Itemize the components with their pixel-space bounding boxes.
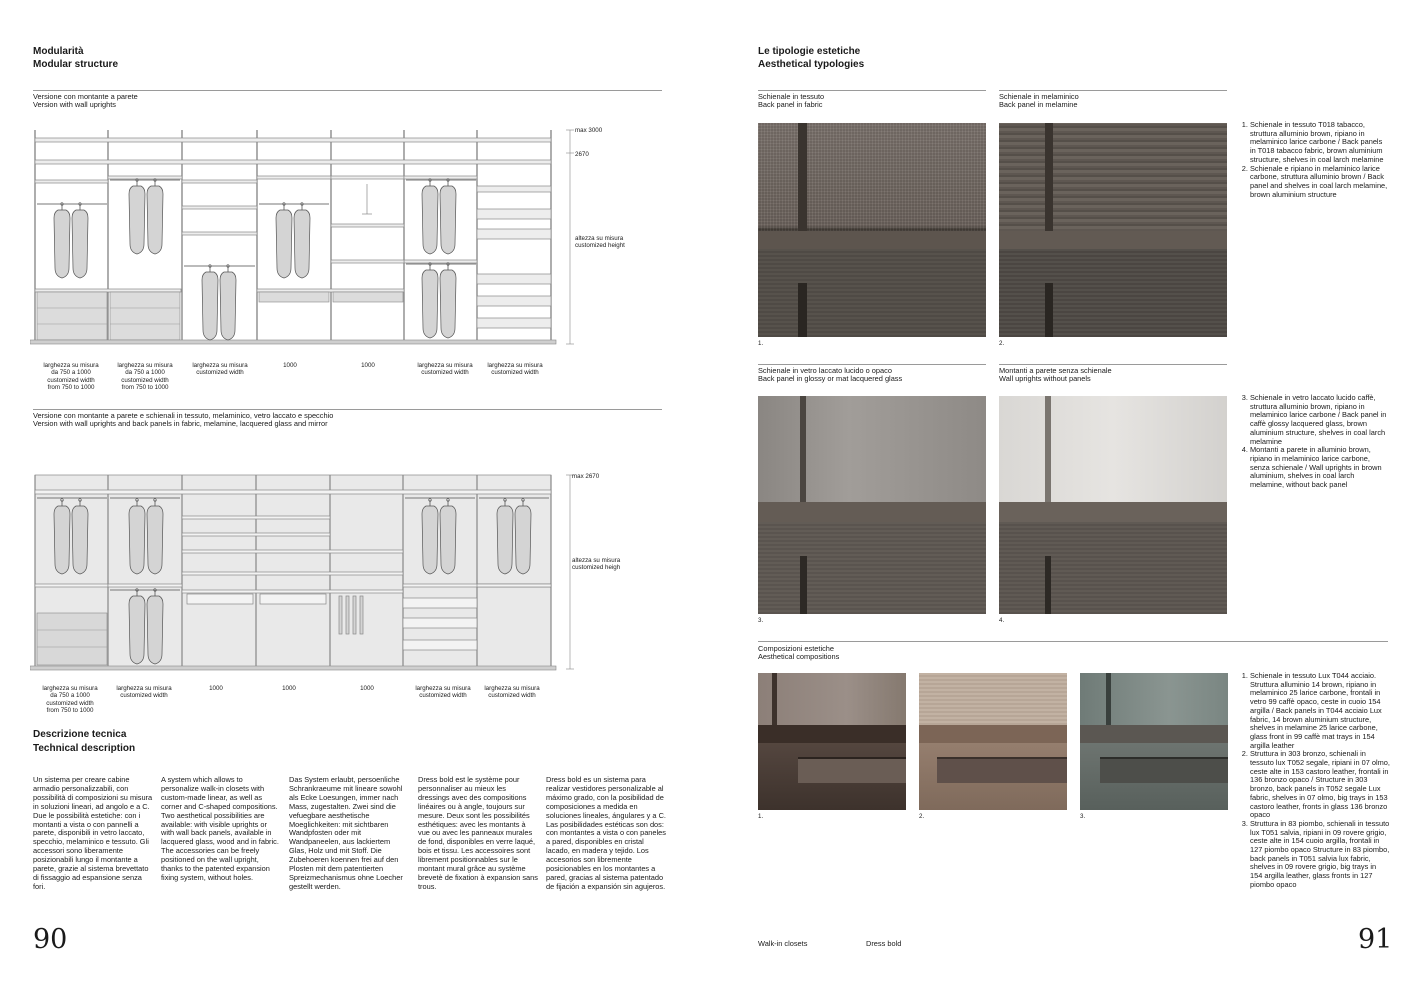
- notes-list-b: [1238, 394, 1390, 490]
- photo-number: 4.: [999, 617, 1005, 624]
- page-title-it: Modularità: [33, 46, 84, 57]
- tech-title-it: Descrizione tecnica: [33, 729, 127, 740]
- photo-melamine-back-panel: [999, 123, 1227, 337]
- photo-number: 3.: [758, 617, 764, 624]
- typo3-label-it: Schienale in vetro laccato lucido o opaco: [758, 366, 892, 375]
- photo-composition-1: [758, 673, 906, 810]
- description-en: A system which allows to personalize walk-in closets with custom-made linear, as well as corner and C-shaped compositions. Two aesthetical possibilities are available: with visible uprights or with wall back panels, available in lacquered glass, wood and in fabric. The accessories can be freely positioned on the wall upright, thanks to the patented expansion fixing system, without holes.: [161, 775, 279, 882]
- page-title-en: Modular structure: [33, 59, 119, 70]
- divider: [33, 90, 662, 91]
- section2-caption-en: Version with wall uprights and back panels in fabric, melamine, lacquered glass and mirror: [33, 419, 328, 428]
- dim-custom-height: altezza su misura customized height: [575, 235, 625, 250]
- photo-composition-3: [1080, 673, 1228, 810]
- divider: [33, 409, 662, 410]
- width-label: larghezza su misura da 750 a 1000 customized width from 750 to 1000: [43, 362, 99, 392]
- footer-section: Walk-in closets: [758, 939, 808, 948]
- photo-lacquered-glass: [758, 396, 986, 614]
- section1-caption-it: Versione con montante a parete: [33, 92, 138, 101]
- width-label: larghezza su misura customized width: [116, 685, 172, 700]
- description-it: Un sistema per creare cabine armadio personalizzabili, con possibilità di composizioni su misura in soluzioni lineari, ad angolo e a C. Due le possibilità estetiche: con i montanti a vista o con pannelli a parete, disponibili in vetro laccato, specchio, melaminico e tessuto. Gli accessori sono liberamente posizionabili lungo il montante a parete, grazie al sistema brevettato di fissaggio ad espansione senza fori.: [33, 775, 153, 891]
- typo2-label-en: Back panel in melamine: [999, 100, 1078, 109]
- typo2-label-it: Schienale in melaminico: [999, 92, 1079, 101]
- photo-number: 1.: [758, 813, 764, 820]
- compositions-title-en: Aesthetical compositions: [758, 652, 840, 661]
- page-title-en: Aesthetical typologies: [758, 59, 865, 70]
- section2-caption-it: Versione con montante a parete e schienali in tessuto, melaminico, vetro laccato e specchio: [33, 411, 334, 420]
- width-label: 1000: [360, 685, 374, 692]
- note-item: 3. Struttura in 83 piombo, schienali in tessuto lux T051 salvia, ripiani in 09 rovere grigio, ceste alte in 154 cuoio argilla, frontali in 127 piombo opaco Structure in 83 piombo, back panels in T051 salvia lux fabric, shelves in 09 rovere grigio, big trays in 154 argilla leather, glass fronts in 127 piombo opaco: [1250, 820, 1390, 890]
- footer-product: Dress bold: [866, 939, 902, 948]
- width-label: 1000: [361, 362, 375, 369]
- section1-caption-en: Version with wall uprights: [33, 100, 116, 109]
- divider: [999, 364, 1227, 365]
- divider: [999, 90, 1227, 91]
- note-item: 1. Schienale in tessuto Lux T044 acciaio. Struttura alluminio 14 brown, ripiano in melaminico 25 larice carbone, frontali in vetro 99 caffè opaco, ceste in cuoio 154 argilla / Back panels in T044 acciaio Lux fabric, 14 brown aluminium structure, shelves in melamine 25 larice carbone, glass front in 99 caffè mat trays in 154 argilla leather: [1250, 672, 1390, 750]
- dim-max-3000: max 3000: [575, 127, 603, 134]
- page-number-right: 91: [1358, 924, 1393, 955]
- dim-custom-height: altezza su misura customized heigh: [572, 557, 621, 572]
- description-fr: Dress bold est le système pour personnaliser au mieux les dressings avec des compositions linéaires ou à angle, toujours sur mesure. Deux sont les possibilités esthétiques: avec les montants à vue ou avec les panneaux murales de fond, disponibles en verre laqué, bois et tissu. Les accessoires sont librement positionnables sur le montant mural grâce au système brevetè de fixation à expansion sans trous.: [418, 775, 538, 891]
- photo-number: 3.: [1080, 813, 1086, 820]
- typo1-label-it: Schienale in tessuto: [758, 92, 825, 101]
- notes-list-c: [1238, 672, 1390, 890]
- note-item: 4. Montanti a parete in alluminio brown, ripiano in melaminico larice carbone, senza schienale / Wall uprights in brown aluminium, shelves in coal larch melamine, without back panel: [1250, 446, 1390, 490]
- width-label: 1000: [209, 685, 223, 692]
- width-label: 1000: [283, 362, 297, 369]
- notes-list-a: [1238, 121, 1390, 199]
- note-item: 1. Schienale in tessuto T018 tabacco, struttura alluminio brown, ripiano in melaminico larice carbone / Back panels in T018 tabacco fabric, brown aluminium structure, shelves in coal larch melamine: [1250, 121, 1390, 165]
- width-label: larghezza su misura customized width: [417, 362, 473, 377]
- photo-wall-uprights: [999, 396, 1227, 614]
- typo3-label-en: Back panel in glossy or mat lacquered glass: [758, 374, 903, 383]
- photo-number: 2.: [999, 340, 1005, 347]
- typo1-label-en: Back panel in fabric: [758, 100, 823, 109]
- dim-2670: 2670: [575, 151, 589, 158]
- note-item: 2. Struttura in 303 bronzo, schienali in tessuto lux T052 segale, ripiani in 07 olmo, ceste alte in 153 castoro leather, frontali in 136 bronzo opaco / Structure in 303 bronzo, back panels in T052 segale Lux fabric, shelves in 07 olmo, big trays in 153 castoro leather, fronts in glass 136 bronzo opaco: [1250, 750, 1390, 820]
- photo-composition-2: [919, 673, 1067, 810]
- width-label: larghezza su misura customized width: [192, 362, 248, 377]
- page-title-it: Le tipologie estetiche: [758, 46, 861, 57]
- photo-number: 1.: [758, 340, 764, 347]
- wardrobe-drawing-1: [30, 124, 630, 354]
- width-label: larghezza su misura customized width: [484, 685, 540, 700]
- photo-number: 2.: [919, 813, 925, 820]
- divider: [758, 90, 986, 91]
- typo4-label-it: Montanti a parete senza schienale: [999, 366, 1112, 375]
- typo4-label-en: Wall uprights without panels: [999, 374, 1091, 383]
- width-label: 1000: [282, 685, 296, 692]
- width-label: larghezza su misura da 750 a 1000 customized width from 750 to 1000: [117, 362, 173, 392]
- tech-title-en: Technical description: [33, 743, 136, 754]
- page-number-left: 90: [33, 924, 68, 955]
- compositions-title-it: Composizioni estetiche: [758, 644, 834, 653]
- description-de: Das System erlaubt, persoenliche Schrankraeume mit lineare sowohl als Ecke Loesungen, immer nach Mass, zugestalten. Zwei sind die vefuegbare aesthetische Moeglichkeiten: mit sichtbaren Wandpfosten oder mit Wandpaneelen, aus lackiertem Glas, Holz und mit Stoff. Die Zubehoeren koennen frei auf den Plosten mit dem patentierten Spreizmechanismus ohne Loecher gestellt werden.: [289, 775, 403, 891]
- description-es: Dress bold es un sistema para realizar vestidores personalizable al máximo grado, con la posibilidad de composiciones a medida en soluciones lineales, ángulares y a C. Las posibilidades estéticas son dos: con montantes a vista o con paneles a pared, disponibles en cristal lacado, en madera y tejido. Los accesorios son libremente posicionables en los montantes a pared, gracias al sistema patentado de fijación a expansión sin agujeros.: [546, 775, 666, 891]
- divider: [758, 364, 986, 365]
- dim-max-2670: max 2670: [572, 473, 600, 480]
- width-label: larghezza su misura da 750 a 1000 customized width from 750 to 1000: [42, 685, 98, 715]
- note-item: 3. Schienale in vetro laccato lucido caffè, struttura alluminio brown, ripiano in melaminico larice carbone / Back panel in caffè glossy lacquered glass, brown aluminium structure, shelves in coal larch melamine: [1250, 394, 1390, 446]
- photo-fabric-back-panel: [758, 123, 986, 337]
- width-label: larghezza su misura customized width: [415, 685, 471, 700]
- width-label: larghezza su misura customized width: [487, 362, 543, 377]
- note-item: 2. Schienale e ripiano in melaminico larice carbone, struttura alluminio brown / Back panel and shelves in coal larch melamine, brown aluminium structure: [1250, 165, 1390, 200]
- wardrobe-drawing-2: [30, 468, 630, 678]
- divider: [758, 641, 1388, 642]
